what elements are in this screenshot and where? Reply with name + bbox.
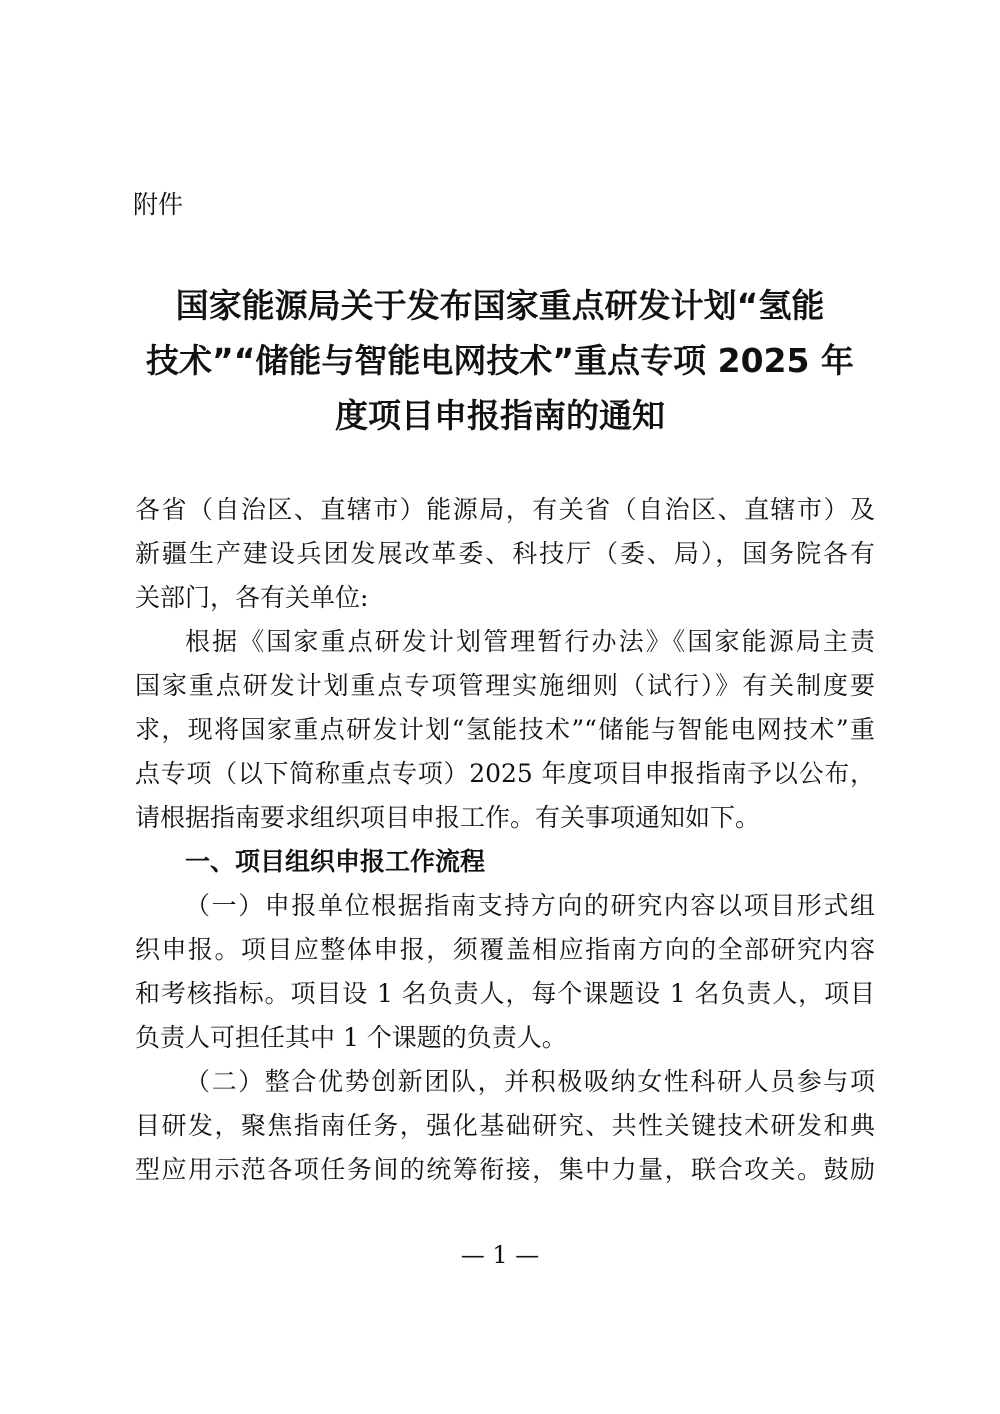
salutation-line: 新疆生产建设兵团发展改革委、科技厅（委、局），国务院各有 [135,539,875,568]
salutation-paragraph [135,488,875,620]
item-1-line: 负责人可担任其中 1 个课题的负责人。 [135,1023,567,1052]
document-body [135,488,875,1192]
document-title [120,278,880,443]
item-1-paragraph [135,884,875,1060]
intro-line: 点专项（以下简称重点专项）2025 年度项目申报指南予以公布， [135,759,875,788]
intro-line: 请根据指南要求组织项目申报工作。有关事项通知如下。 [135,803,761,832]
intro-line: 国家重点研发计划重点专项管理实施细则（试行）》有关制度要 [135,671,875,700]
item-1-line: 织申报。项目应整体申报，须覆盖相应指南方向的全部研究内容 [135,935,875,964]
intro-paragraph [135,620,875,840]
item-1-line: 和考核指标。项目设 1 名负责人，每个课题设 1 名负责人，项目 [135,979,875,1008]
title-line: 技术”“储能与智能电网技术”重点专项 2025 年 [146,341,854,380]
page-number: — 1 — [460,1241,540,1269]
title-line: 国家能源局关于发布国家重点研发计划“氢能 [175,286,825,325]
salutation-line: 关部门，各有关单位: [135,583,369,612]
attachment-label: 附件 [133,190,184,219]
item-2-paragraph [135,1060,875,1192]
item-1-line: （一）申报单位根据指南支持方向的研究内容以项目形式组 [185,891,875,920]
section-heading: 一、项目组织申报工作流程 [185,847,486,876]
item-2-line: 目研发，聚焦指南任务，强化基础研究、共性关键技术研发和典 [135,1111,875,1140]
intro-line: 求，现将国家重点研发计划“氢能技术”“储能与智能电网技术”重 [135,715,875,744]
item-2-line: （二）整合优势创新团队，并积极吸纳女性科研人员参与项 [185,1067,875,1096]
item-2-line: 型应用示范各项任务间的统筹衔接，集中力量，联合攻关。鼓励 [135,1155,875,1184]
salutation-line: 各省（自治区、直辖市）能源局，有关省（自治区、直辖市）及 [135,495,875,524]
title-line: 度项目申报指南的通知 [335,396,665,435]
intro-line: 根据《国家重点研发计划管理暂行办法》《国家能源局主责 [185,627,875,656]
